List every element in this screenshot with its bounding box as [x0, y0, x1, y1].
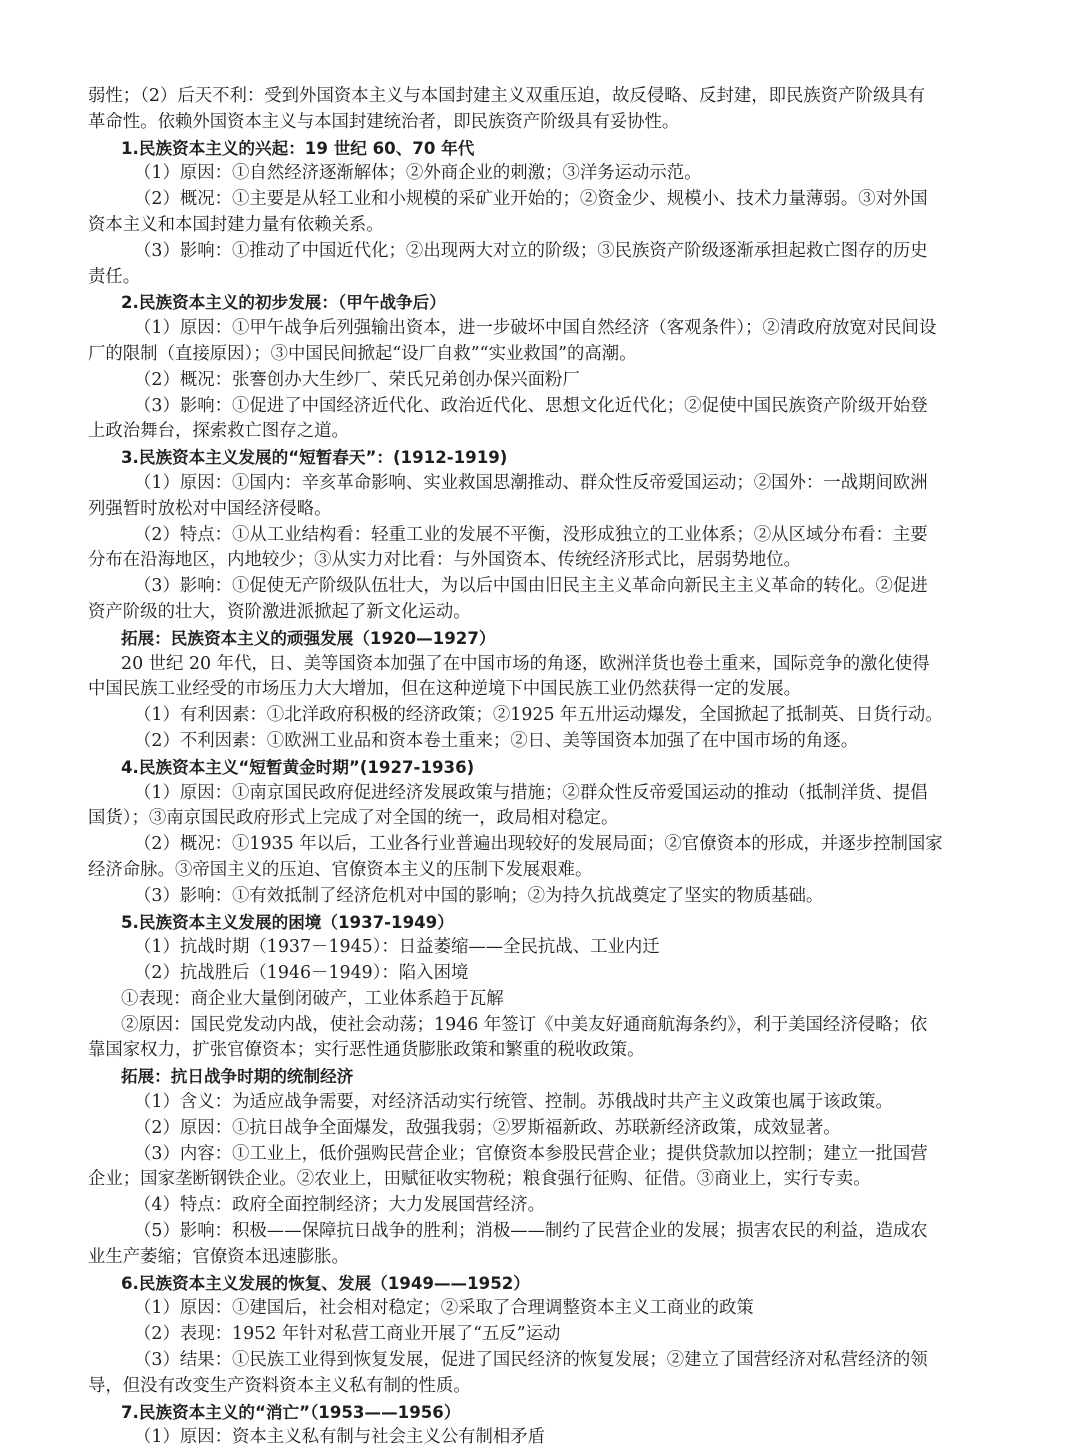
text-line: 弱性；（2）后天不利：受到外国资本主义与本国封建主义双重压迫，故反侵略、反封建，即民族资产阶级具有	[88, 86, 926, 106]
text-line: 经济命脉。③帝国主义的压迫、官僚资本主义的压制下发展艰难。	[88, 859, 593, 880]
text-line: （2）概况：张謇创办大生纱厂、荣氏兄弟创办保兴面粉厂	[134, 369, 580, 390]
section-heading: 拓展：抗日战争时期的统制经济	[121, 1067, 354, 1087]
text-line: （2）概况：①主要是从轻工业和小规模的采矿业开始的；②资金少、规模小、技术力量薄弱。③对外国	[134, 189, 928, 210]
document-page	[88, 84, 1000, 1451]
text-line: （4）特点：政府全面控制经济；大力发展国营经济。	[134, 1195, 546, 1216]
text-line: 靠国家权力，扩张官僚资本；实行恶性通货膨胀政策和繁重的税收政策。	[88, 1040, 645, 1061]
text-line: （2）概况：①1935 年以后，工业各行业普遍出现较好的发展局面；②官僚资本的形成，并逐步控制国家	[134, 834, 943, 855]
text-line: 责任。	[88, 266, 141, 287]
text-line: （1）抗战时期（1937－1945）：日益萎缩——全民抗战、工业内迁	[134, 937, 660, 958]
text-line: 中国民族工业经受的市场压力大大增加，但在这种逆境下中国民族工业仍然获得一定的发展。	[88, 679, 802, 700]
text-line: （1）原因：①南京国民政府促进经济发展政策与措施；②群众性反帝爱国运动的推动（抵制洋货、提倡	[134, 782, 928, 803]
text-line: （3）影响：①有效抵制了经济危机对中国的影响；②为持久抗战奠定了坚实的物质基础。	[134, 885, 824, 906]
text-line: 资本主义和本国封建力量有依赖关系。	[88, 214, 384, 235]
text-line: （2）原因：①抗日战争全面爆发，敌强我弱；②罗斯福新政、苏联新经济政策，成效显著。	[134, 1117, 841, 1138]
text-line: 列强暂时放松对中国经济侵略。	[88, 498, 332, 519]
text-line: （3）结果：①民族工业得到恢复发展，促进了国民经济的恢复发展；②建立了国营经济对私营经济的领	[134, 1350, 928, 1371]
text-line: （2）表现：1952 年针对私营工商业开展了“五反”运动	[134, 1324, 561, 1345]
text-line: 分布在沿海地区，内地较少；③从实力对比看：与外国资本、传统经济形式比，居弱势地位。	[88, 550, 802, 571]
text-line: 业生产萎缩；官僚资本迅速膨胀。	[88, 1246, 349, 1267]
text-line: （3）内容：①工业上，低价强购民营企业；官僚资本参股民营企业；提供贷款加以控制；建立一批国营	[134, 1143, 928, 1164]
text-line: （1）原因：①建国后，社会相对稳定；②采取了合理调整资本主义工商业的政策	[134, 1298, 754, 1319]
text-line: ①表现：商企业大量倒闭破产，工业体系趋于瓦解	[121, 988, 504, 1009]
text-line: 企业；国家垄断钢铁企业。②农业上，田赋征收实物税；粮食强行征购、征借。③商业上，实行专卖。	[88, 1169, 871, 1190]
text-line: （1）原因：①自然经济逐渐解体；②外商企业的刺激；③洋务运动示范。	[134, 163, 702, 184]
text-line: 革命性。依赖外国资本主义与本国封建统治者，即民族资产阶级具有妥协性。	[88, 111, 680, 132]
section-heading: 拓展：民族资本主义的顽强发展（1920—1927）	[121, 628, 496, 648]
section-heading: 2.民族资本主义的初步发展：（甲午战争后）	[121, 293, 446, 313]
text-line: 国货）；③南京国民政府形式上完成了对全国的统一，政局相对稳定。	[88, 808, 619, 829]
text-line: （5）影响：积极——保障抗日战争的胜利；消极——制约了民营企业的发展；损害农民的利益，造成农	[134, 1221, 928, 1242]
text-line: （1）原因：①甲午战争后列强输出资本，进一步破坏中国自然经济（客观条件）；②清政府放宽对民间设	[134, 318, 937, 339]
text-line: （1）有利因素：①北洋政府积极的经济政策；②1925 年五卅运动爆发，全国掀起了抵制英、日货行动。	[134, 705, 943, 726]
section-heading: 3.民族资本主义发展的“短暂春天”：(1912-1919)	[121, 448, 508, 468]
section-heading: 1.民族资本主义的兴起：19 世纪 60、70 年代	[121, 138, 475, 158]
text-line: （3）影响：①促进了中国经济近代化、政治近代化、思想文化近代化；②促使中国民族资产阶级开始登	[134, 395, 928, 416]
text-line: （3）影响：①促使无产阶级队伍壮大，为以后中国由旧民主主义革命向新民主主义革命的转化。②促进	[134, 576, 928, 597]
section-heading: 4.民族资本主义“短暂黄金时期”(1927-1936)	[121, 757, 475, 777]
text-line: （1）含义：为适应战争需要，对经济活动实行统管、控制。苏俄战时共产主义政策也属于该政策。	[134, 1092, 893, 1113]
section-heading: 7.民族资本主义的“消亡”（1953——1956）	[121, 1402, 461, 1422]
text-line: （3）影响：①推动了中国近代化；②出现两大对立的阶级；③民族资产阶级逐渐承担起救亡图存的历史	[134, 240, 928, 261]
text-line: 上政治舞台，探索救亡图存之道。	[88, 421, 349, 442]
text-line: （2）抗战胜后（1946－1949）：陷入困境	[134, 963, 469, 984]
section-heading: 5.民族资本主义发展的困境（1937-1949）	[121, 912, 454, 932]
section-heading: 6.民族资本主义发展的恢复、发展（1949——1952）	[121, 1273, 530, 1293]
text-line: 导，但没有改变生产资料资本主义私有制的性质。	[88, 1375, 471, 1396]
text-line: （2）不利因素：①欧洲工业品和资本卷土重来；②日、美等国资本加强了在中国市场的角逐。	[134, 730, 859, 751]
text-line: 厂的限制（直接原因）；③中国民间掀起“设厂自救”“实业救国”的高潮。	[88, 343, 637, 364]
text-line: 20 世纪 20 年代，日、美等国资本加强了在中国市场的角逐，欧洲洋货也卷土重来，国际竞争的激化使得	[121, 653, 930, 674]
text-line: 资产阶级的壮大，资阶激进派掀起了新文化运动。	[88, 601, 471, 622]
text-line: ②原因：国民党发动内战，使社会动荡；1946 年签订《中美友好通商航海条约》，利于美国经济侵略；依	[121, 1014, 928, 1035]
text-line: （1）原因：资本主义私有制与社会主义公有制相矛盾	[134, 1427, 546, 1448]
text-line: （2）特点：①从工业结构看：轻重工业的发展不平衡，没形成独立的工业体系；②从区域分布看：主要	[134, 524, 928, 545]
text-line: （1）原因：①国内：辛亥革命影响、实业救国思潮推动、群众性反帝爱国运动；②国外：一战期间欧洲	[134, 472, 928, 493]
